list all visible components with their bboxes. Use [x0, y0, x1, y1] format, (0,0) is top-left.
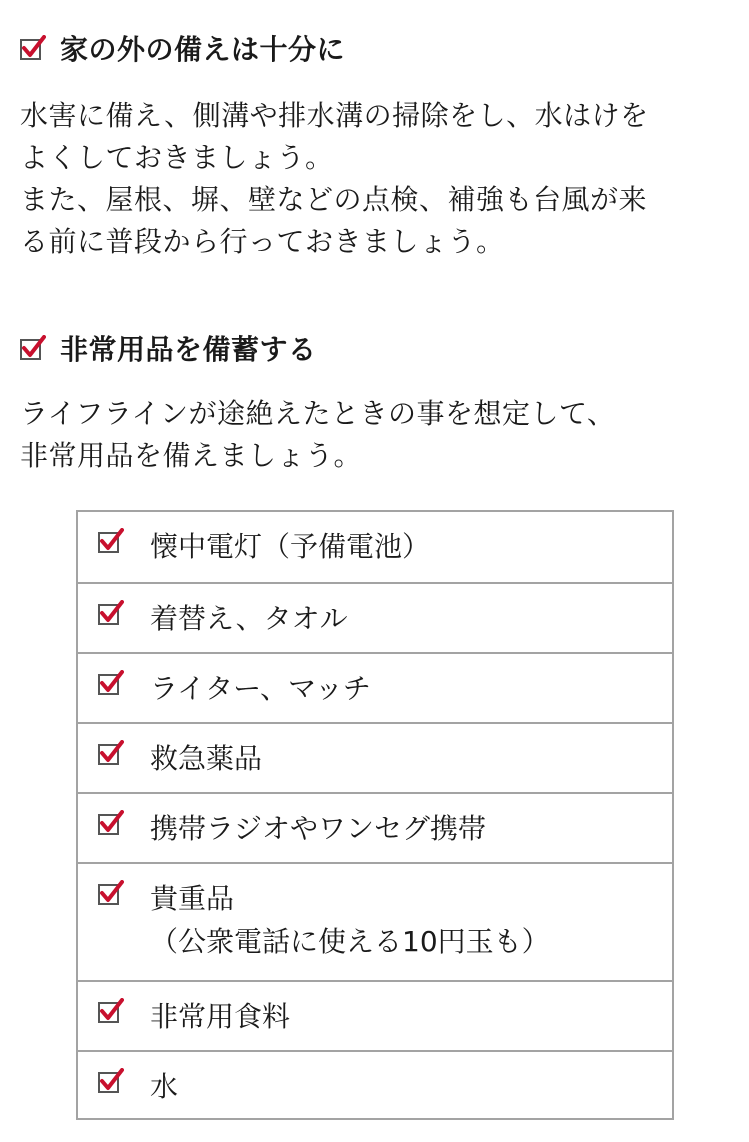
checklist-item — [78, 512, 672, 582]
checkbox-checked-icon — [98, 740, 124, 766]
checklist-item-label: 水 — [150, 1070, 179, 1103]
checkbox-checked-icon — [98, 528, 124, 554]
checkbox-checked-icon — [98, 810, 124, 836]
body-line: また、屋根、塀、壁などの点検、補強も台風が来 — [20, 183, 648, 216]
checkbox-checked-icon — [98, 880, 124, 906]
body-line: 非常用品を備えましょう。 — [20, 439, 363, 472]
checklist-item-label: 携帯ラジオやワンセグ携帯 — [150, 812, 487, 845]
checklist-item-label: 救急薬品 — [150, 742, 263, 775]
body-line: 水害に備え、側溝や排水溝の掃除をし、水はけを — [20, 99, 649, 132]
checklist-item — [78, 652, 672, 722]
checkbox-checked-icon — [98, 998, 124, 1024]
checklist-item-note: （公衆電話に使える10円玉も） — [150, 925, 550, 958]
section-title: 家の外の備えは十分に — [60, 33, 346, 66]
checklist-item — [78, 722, 672, 792]
checkbox-checked-icon — [98, 1068, 124, 1094]
section-heading-emergency-supplies — [20, 328, 317, 368]
checklist-item-label: 着替え、タオル — [150, 602, 348, 635]
body-line: よくしておきましょう。 — [20, 141, 334, 174]
section-heading-outside-prep — [20, 28, 345, 68]
checkbox-checked-icon — [98, 600, 124, 626]
checkbox-checked-icon — [20, 35, 46, 61]
body-line: る前に普段から行っておきましょう。 — [20, 225, 505, 258]
checklist-item-label: 非常用食料 — [150, 1000, 291, 1033]
checklist-item — [78, 1050, 672, 1118]
checklist-item-label: 懐中電灯（予備電池） — [150, 530, 431, 563]
checklist-item-label: ライター、マッチ — [150, 672, 371, 705]
section-body-outside-prep — [20, 95, 649, 263]
supplies-checklist — [76, 510, 674, 1120]
checklist-item — [78, 582, 672, 652]
body-line: ライフラインが途絶えたときの事を想定して、 — [20, 397, 616, 430]
checklist-item — [78, 980, 672, 1050]
checklist-item — [78, 862, 672, 980]
checklist-item — [78, 792, 672, 862]
section-body-emergency-supplies — [20, 393, 615, 477]
checklist-item-label: 貴重品 — [150, 882, 235, 915]
checkbox-checked-icon — [20, 335, 46, 361]
section-title: 非常用品を備蓄する — [60, 333, 317, 366]
checkbox-checked-icon — [98, 670, 124, 696]
